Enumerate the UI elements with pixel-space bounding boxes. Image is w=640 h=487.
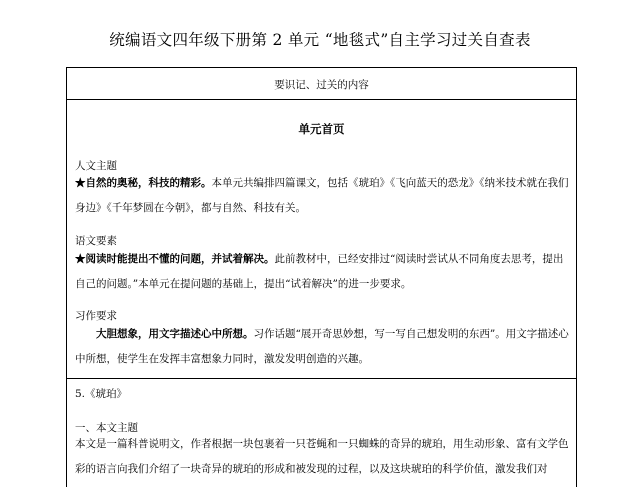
writing-bold: 大胆想象，用文字描述心中所想。 bbox=[96, 328, 254, 340]
elements-bold: ★阅读时能提出不懂的问题，并试着解决。 bbox=[75, 253, 275, 265]
theme-paragraph bbox=[75, 171, 571, 221]
unit-section-heading: 单元首页 bbox=[298, 122, 345, 136]
writing-label: 习作要求 bbox=[75, 310, 117, 322]
lesson-subheading: 一、本文主题 bbox=[75, 422, 138, 434]
elements-label: 语文要素 bbox=[75, 235, 117, 247]
theme-bold: ★自然的奥秘，科技的精彩。 bbox=[75, 177, 212, 189]
document-title: 统编语文四年级下册第 2 单元 “地毯式”自主学习过关自查表 bbox=[109, 31, 531, 49]
table-header-divider bbox=[67, 99, 576, 100]
theme-text: 本单元共编排四篇课文，包括《琥珀》《飞向蓝天的恐龙》《纳米技术就在我们身边》《千年梦圆在今朝》，都与自然、科技有关。 bbox=[75, 177, 569, 214]
writing-text: 习作话题“展开奇思妙想，写一写自己想发明的东西”。用文字描述心中所想，使学生在发挥丰富想象力同时，激发发明创造的兴趣。 bbox=[75, 328, 569, 365]
table-header: 要识记、过关的内容 bbox=[274, 79, 369, 91]
lesson-title: 5.《琥珀》 bbox=[75, 388, 128, 400]
elements-text: 此前教材中，已经安排过“阅读时尝试从不同角度去思考，提出自己的问题。”本单元在提问题的基础上，提出“试着解决”的进一步要求。 bbox=[75, 253, 564, 290]
lesson-text: 本文是一篇科普说明文，作者根据一块包裹着一只苍蝇和一只蜘蛛的奇异的琥珀，用生动形象、富有文学色彩的语言向我们介绍了一块奇异的琥珀的形成和被发现的过程，以及这块琥珀的科学价值，激发我们对 bbox=[75, 438, 569, 475]
theme-label: 人文主题 bbox=[75, 160, 117, 172]
elements-paragraph bbox=[75, 247, 571, 297]
section-divider bbox=[67, 378, 576, 379]
self-check-table bbox=[66, 67, 577, 487]
writing-paragraph bbox=[75, 322, 571, 372]
